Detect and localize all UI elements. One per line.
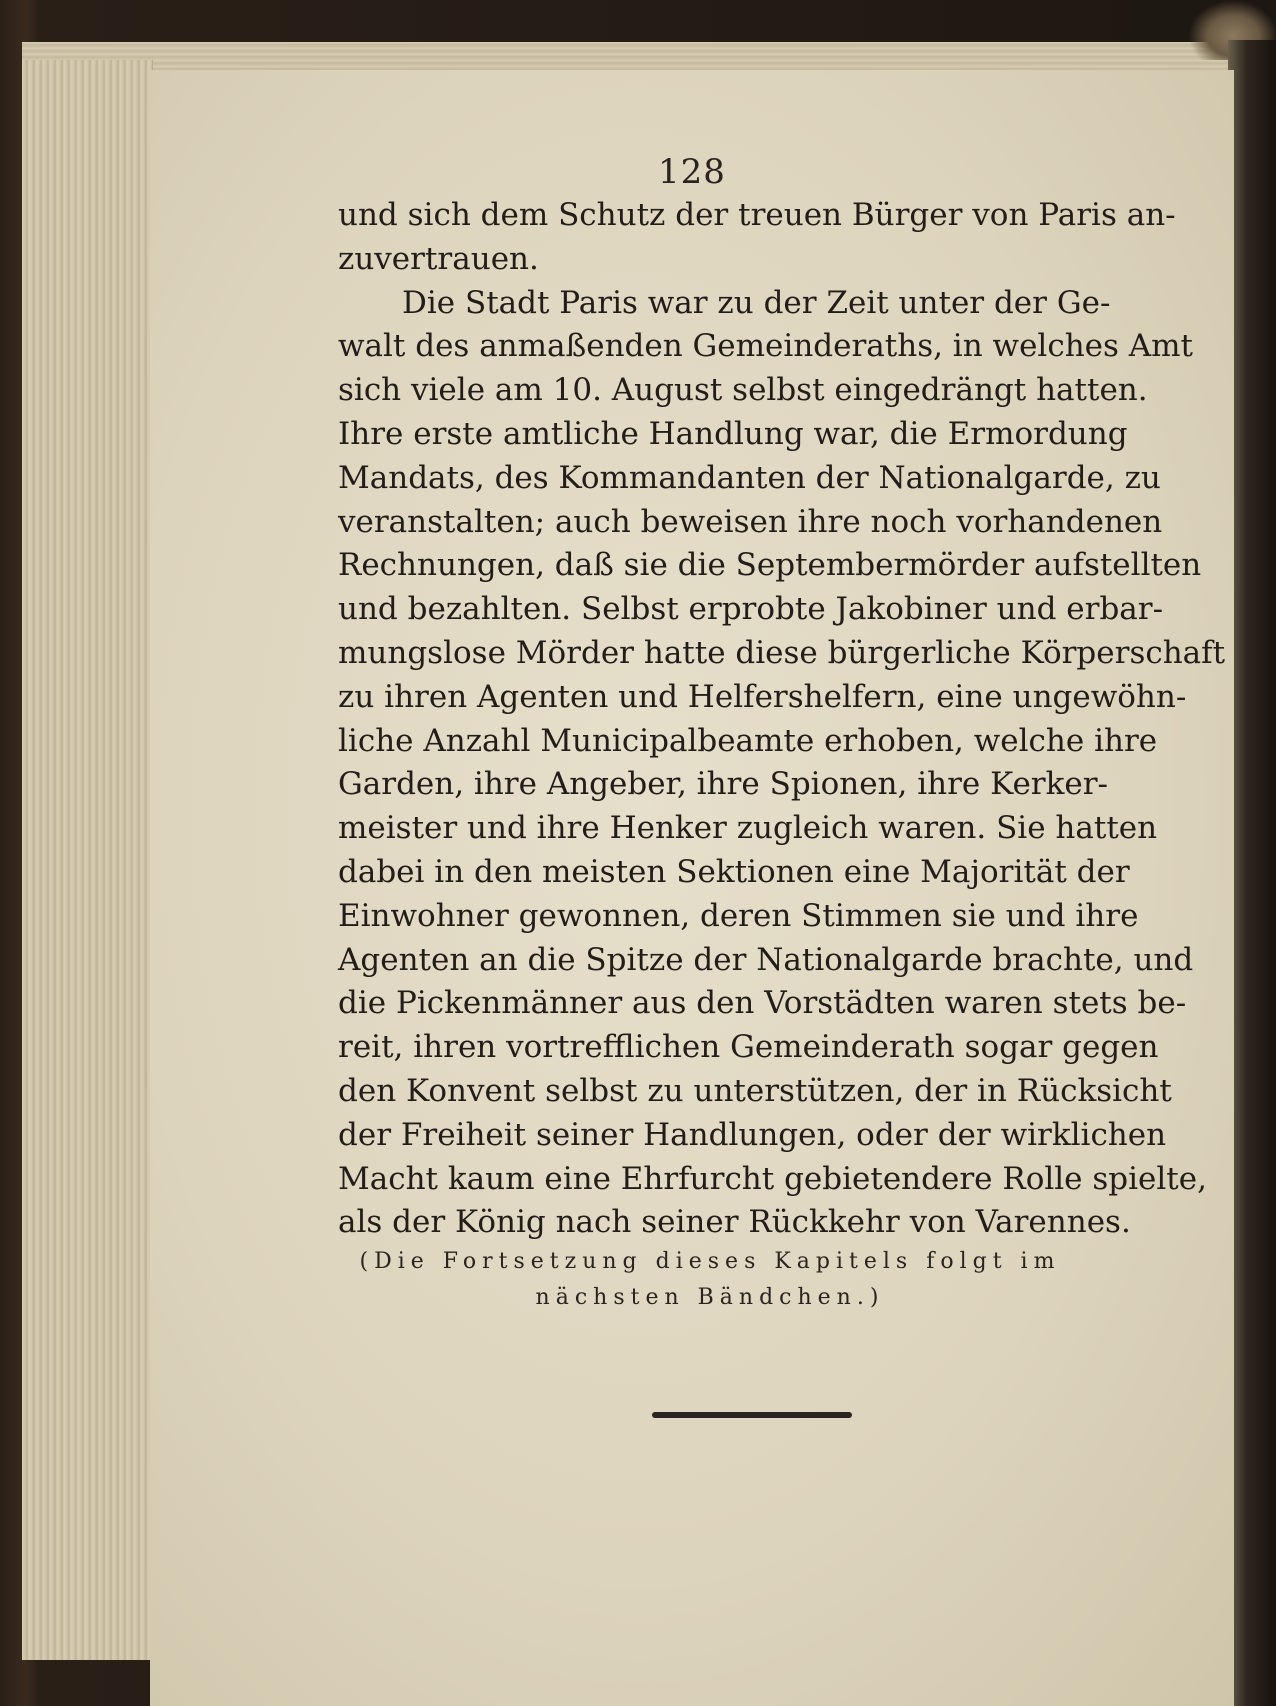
- text-line: veranstalten; auch beweisen ihre noch vorhandenen: [338, 503, 1163, 540]
- text-line: Mandats, des Kommandanten der Nationalgarde, zu: [338, 459, 1161, 496]
- page-edges-top: [22, 42, 1232, 72]
- text-line: und bezahlten. Selbst erprobte Jakobiner und erbar-: [338, 591, 1164, 628]
- book-page: [150, 70, 1234, 1706]
- end-rule: [652, 1412, 852, 1418]
- text-line: Die Stadt Paris war zu der Zeit unter der Ge-: [402, 284, 1111, 321]
- note-line: nächsten Bändchen.): [535, 1285, 885, 1310]
- text-line: Ihre erste amtliche Handlung war, die Ermordung: [338, 415, 1128, 452]
- continuation-note: [350, 1244, 1070, 1316]
- text-line: meister und ihre Henker zugleich waren. Sie hatten: [338, 810, 1158, 847]
- text-line: zu ihren Agenten und Helfershelfern, eine ungewöhn-: [338, 678, 1187, 715]
- text-line: Einwohner gewonnen, deren Stimmen sie und ihre: [338, 897, 1139, 934]
- note-line: (Die Fortsetzung dieses Kapitels folgt im: [359, 1249, 1061, 1274]
- text-line: Macht kaum eine Ehrfurcht gebietendere Rolle spielte,: [338, 1160, 1207, 1197]
- text-line: die Pickenmänner aus den Vorstädten waren stets be-: [338, 985, 1187, 1022]
- text-line: mungslose Mörder hatte diese bürgerliche Körperschaft: [338, 634, 1226, 671]
- text-line: Rechnungen, daß sie die Septembermörder aufstellten: [338, 547, 1202, 584]
- text-line: walt des anmaßenden Gemeinderaths, in welches Amt: [338, 328, 1194, 365]
- text-line: als der König nach seiner Rückkehr von Varennes.: [338, 1204, 1131, 1241]
- body-text: [338, 194, 1226, 1245]
- text-line: reit, ihren vortrefflichen Gemeinderath sogar gegen: [338, 1029, 1159, 1066]
- text-line: Agenten an die Spitze der Nationalgarde brachte, und: [338, 941, 1194, 978]
- page-edges-left: [22, 60, 153, 1660]
- text-line: zuvertrauen.: [338, 240, 539, 277]
- text-line: den Konvent selbst zu unterstützen, der in Rücksicht: [338, 1072, 1172, 1109]
- text-line: liche Anzahl Municipalbeamte erhoben, welche ihre: [338, 722, 1158, 759]
- text-line: der Freiheit seiner Handlungen, oder der wirklichen: [338, 1116, 1167, 1153]
- text-line: dabei in den meisten Sektionen eine Majorität der: [338, 853, 1130, 890]
- text-line: und sich dem Schutz der treuen Bürger von Paris an-: [338, 197, 1176, 233]
- text-line: Garden, ihre Angeber, ihre Spionen, ihre Kerker-: [338, 766, 1109, 803]
- page-number: 128: [658, 152, 726, 192]
- text-line: sich viele am 10. August selbst eingedrängt hatten.: [338, 372, 1148, 409]
- spine-shadow: [1228, 40, 1276, 1706]
